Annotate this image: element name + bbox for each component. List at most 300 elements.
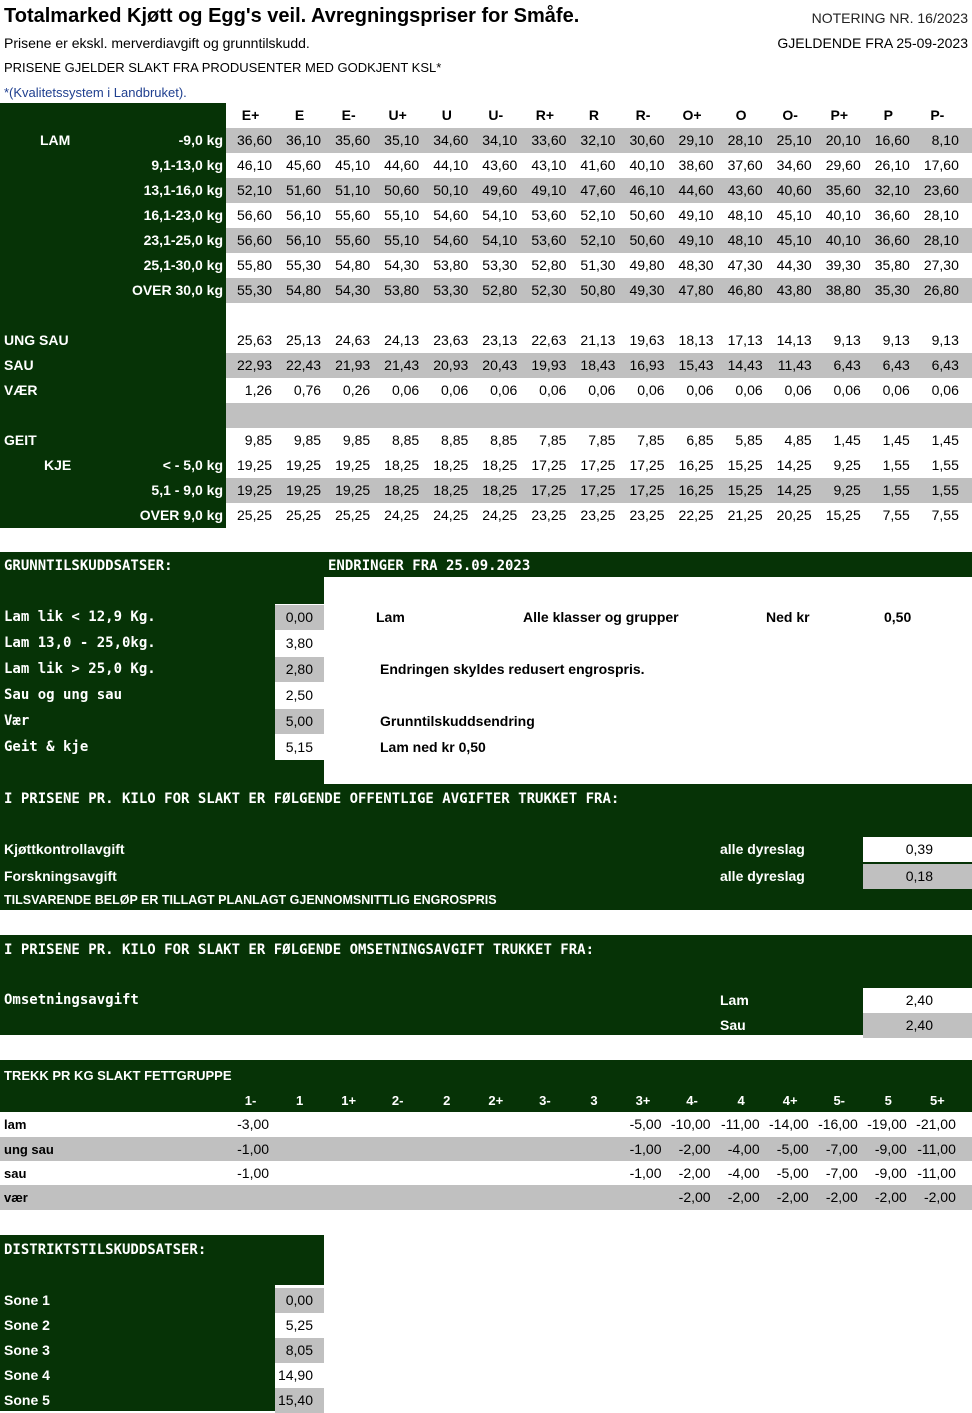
price-cell: 9,13 — [833, 332, 861, 348]
price-cell: 15,25 — [727, 457, 763, 473]
price-cell: 11,43 — [777, 357, 812, 373]
deduction-cell: -1,00 — [629, 1165, 662, 1181]
zone-label: Sone 2 — [4, 1317, 50, 1333]
price-cell: 36,60 — [237, 132, 273, 148]
price-cell: 7,55 — [882, 507, 910, 523]
class-header: P+ — [830, 107, 848, 123]
price-cell: 19,63 — [629, 332, 665, 348]
price-cell: 30,60 — [629, 132, 665, 148]
deduction-heading: TREKK PR KG SLAKT FETTGRUPPE — [4, 1068, 232, 1083]
price-cell: 0,76 — [293, 382, 322, 398]
price-cell: 40,60 — [776, 182, 812, 198]
class-header: P- — [930, 107, 945, 123]
subsidy-value: 3,80 — [285, 635, 313, 651]
deduction-cell: -9,00 — [874, 1141, 907, 1157]
price-cell: 46,80 — [727, 282, 763, 298]
subsidy-label: Vær — [4, 713, 30, 729]
price-cell: 52,10 — [580, 232, 616, 248]
class-header: E — [294, 107, 305, 123]
deduction-cell: -2,00 — [874, 1189, 907, 1205]
deduction-animal-label: vær — [4, 1190, 28, 1205]
price-cell: 19,25 — [286, 482, 322, 498]
fee-value: 0,18 — [905, 868, 933, 884]
fat-group-header: 4- — [686, 1093, 698, 1108]
price-cell: 28,10 — [727, 132, 763, 148]
deduction-cell: -4,00 — [727, 1165, 760, 1181]
levy-animal: Lam — [720, 992, 749, 1008]
price-cell: 54,80 — [335, 257, 371, 273]
price-cell: 52,10 — [237, 182, 273, 198]
price-cell: 49,10 — [678, 207, 714, 223]
price-cell: 0,06 — [391, 382, 420, 398]
price-cell: 56,60 — [237, 232, 273, 248]
change-note-text: Lam ned kr 0,50 — [380, 739, 486, 755]
price-cell: 45,60 — [286, 157, 322, 173]
deduction-cell: -14,00 — [769, 1116, 809, 1132]
price-cell: 44,60 — [678, 182, 714, 198]
price-cell: 5,85 — [735, 432, 763, 448]
price-cell: 17,13 — [727, 332, 763, 348]
price-cell: 18,25 — [433, 482, 469, 498]
class-header: U — [441, 107, 452, 123]
price-cell: 52,10 — [580, 207, 616, 223]
price-cell: 9,25 — [833, 482, 861, 498]
price-cell: 25,10 — [776, 132, 812, 148]
price-cell: 19,25 — [286, 457, 322, 473]
deduction-animal-label: sau — [4, 1166, 27, 1181]
price-cell: 54,60 — [433, 207, 469, 223]
price-cell: 37,60 — [727, 157, 763, 173]
price-cell: 0,06 — [539, 382, 567, 398]
price-cell: 1,45 — [882, 432, 910, 448]
zone-value: 8,05 — [285, 1342, 313, 1358]
deduction-cell: -2,00 — [825, 1189, 858, 1205]
price-cell: 18,25 — [384, 482, 420, 498]
fat-group-header: 5 — [884, 1093, 892, 1108]
zone-label: Sone 1 — [4, 1292, 50, 1308]
price-cell: 15,43 — [678, 357, 714, 373]
price-cell: 28,10 — [923, 207, 959, 223]
price-cell: 17,25 — [531, 482, 567, 498]
price-cell: 1,55 — [882, 457, 910, 473]
price-cell: 8,85 — [441, 432, 469, 448]
price-cell: 43,60 — [482, 157, 518, 173]
deduction-animal-label: ung sau — [4, 1142, 54, 1157]
price-cell: 0,06 — [882, 382, 910, 398]
weight-class-label: 5,1 - 9,0 kg — [151, 482, 223, 498]
price-cell: 51,10 — [335, 182, 371, 198]
price-cell: 41,60 — [580, 157, 616, 173]
fat-group-header: 2 — [443, 1093, 451, 1108]
fat-group-header: 3- — [539, 1093, 551, 1108]
price-cell: 55,10 — [384, 207, 420, 223]
price-cell: 35,10 — [384, 132, 420, 148]
subsidy-label: Lam lik > 25,0 Kg. — [4, 661, 156, 677]
change-scope: Alle klasser og grupper — [523, 609, 679, 625]
price-cell: 35,80 — [874, 257, 910, 273]
class-header: U+ — [388, 107, 407, 123]
class-header: R — [588, 107, 599, 123]
price-cell: 25,25 — [335, 507, 371, 523]
fat-group-header: 1+ — [341, 1093, 357, 1108]
price-cell: 18,25 — [482, 457, 518, 473]
price-cell: 53,80 — [384, 282, 420, 298]
public-fees-heading: I PRISENE PR. KILO FOR SLAKT ER FØLGENDE OFFENTLIGE AVGIFTER TRUKKET FRA: — [4, 791, 620, 807]
sales-levy-heading: I PRISENE PR. KILO FOR SLAKT ER FØLGENDE OMSETNINGSAVGIFT TRUKKET FRA: — [4, 942, 595, 958]
price-cell: 9,25 — [833, 457, 861, 473]
class-header: R- — [635, 107, 651, 123]
price-cell: 8,10 — [931, 132, 959, 148]
price-cell: 54,80 — [286, 282, 322, 298]
price-cell: 0,06 — [833, 382, 861, 398]
price-cell: 54,10 — [482, 207, 518, 223]
price-cell: 0,06 — [931, 382, 959, 398]
price-cell: 23,25 — [629, 507, 665, 523]
price-cell: 40,10 — [825, 207, 861, 223]
deduction-cell: -10,00 — [670, 1116, 711, 1132]
weight-class-label: 23,1-25,0 kg — [143, 232, 223, 248]
price-cell: 7,85 — [588, 432, 616, 448]
price-cell: 18,25 — [482, 482, 518, 498]
fee-scope: alle dyreslag — [720, 868, 805, 884]
price-cell: 45,10 — [335, 157, 371, 173]
price-cell: 9,85 — [342, 432, 371, 448]
price-cell: 24,63 — [335, 332, 371, 348]
subsidy-value: 5,15 — [285, 739, 313, 755]
price-cell: 49,60 — [482, 182, 518, 198]
price-cell: 46,10 — [629, 182, 665, 198]
change-animal: Lam — [376, 609, 405, 625]
price-cell: 19,25 — [335, 457, 371, 473]
animal-group-label: LAM — [40, 132, 71, 148]
zone-value: 0,00 — [285, 1292, 313, 1308]
price-cell: 18,25 — [384, 457, 420, 473]
fat-group-header: 3+ — [635, 1093, 651, 1108]
price-cell: 15,25 — [727, 482, 763, 498]
class-header: R+ — [535, 107, 555, 123]
subsidy-label: Geit & kje — [4, 739, 89, 755]
weight-class-label: 25,1-30,0 kg — [143, 257, 223, 273]
fee-label: Kjøttkontrollavgift — [4, 841, 125, 857]
price-cell: 6,85 — [686, 432, 714, 448]
price-cell: 14,25 — [776, 457, 812, 473]
fat-group-header: 2+ — [488, 1093, 504, 1108]
price-cell: 26,80 — [923, 282, 959, 298]
change-reason: Endringen skyldes redusert engrospris. — [380, 661, 645, 677]
grunntilskudd-value-bottom — [275, 760, 324, 784]
price-cell: 7,85 — [637, 432, 665, 448]
price-cell: 34,60 — [776, 157, 812, 173]
price-cell: 36,60 — [874, 232, 910, 248]
price-cell: 9,85 — [293, 432, 322, 448]
price-cell: 1,26 — [244, 382, 273, 398]
change-note-title: Grunntilskuddsendring — [380, 713, 535, 729]
price-cell: 25,25 — [237, 507, 273, 523]
price-cell: 45,10 — [776, 232, 812, 248]
price-cell: 21,13 — [580, 332, 616, 348]
price-cell: 23,63 — [433, 332, 469, 348]
price-cell: 0,06 — [784, 382, 812, 398]
price-cell: 54,10 — [482, 232, 518, 248]
price-cell: 9,85 — [244, 432, 273, 448]
price-cell: 47,60 — [580, 182, 616, 198]
subsidy-value: 5,00 — [285, 713, 313, 729]
price-cell: 52,30 — [531, 282, 567, 298]
deduction-cell: -19,00 — [867, 1116, 907, 1132]
price-cell: 25,13 — [286, 332, 322, 348]
price-cell: 49,30 — [629, 282, 665, 298]
page-title: Totalmarked Kjøtt og Egg's veil. Avregningspriser for Småfe. — [4, 5, 580, 27]
deduction-cell: -21,00 — [916, 1116, 956, 1132]
price-cell: 19,25 — [335, 482, 371, 498]
zone-value: 15,40 — [277, 1392, 313, 1408]
class-header: P — [883, 107, 893, 123]
deduction-cell: -4,00 — [727, 1141, 760, 1157]
price-cell: 54,30 — [335, 282, 371, 298]
price-cell: 22,43 — [286, 357, 322, 373]
deduction-cell: -2,00 — [923, 1189, 956, 1205]
price-cell: 14,43 — [727, 357, 763, 373]
class-header: O+ — [682, 107, 702, 123]
price-cell: 21,43 — [384, 357, 420, 373]
price-cell: 25,25 — [286, 507, 322, 523]
fat-group-header: 5+ — [929, 1093, 945, 1108]
price-cell: 6,43 — [833, 357, 861, 373]
levy-value: 2,40 — [905, 1017, 933, 1033]
price-cell: 21,25 — [727, 507, 763, 523]
price-cell: 18,43 — [580, 357, 616, 373]
fee-value: 0,39 — [905, 841, 933, 857]
animal-group-label: VÆR — [4, 382, 38, 398]
price-cell: 34,10 — [482, 132, 518, 148]
vat-note: Prisene er ekskl. merverdiavgift og grunntilskudd. — [4, 35, 310, 51]
weight-class-label: 16,1-23,0 kg — [143, 207, 223, 223]
price-cell: 52,80 — [482, 282, 518, 298]
subsidy-label: Lam lik < 12,9 Kg. — [4, 609, 156, 625]
price-cell: 19,25 — [237, 482, 273, 498]
price-cell: 23,60 — [923, 182, 959, 198]
notering-number: NOTERING NR. 16/2023 — [811, 10, 968, 26]
price-cell: 53,60 — [531, 232, 567, 248]
subsidy-label: Lam 13,0 - 25,0kg. — [4, 635, 156, 651]
price-cell: 23,25 — [580, 507, 616, 523]
price-cell: 56,10 — [286, 207, 322, 223]
price-cell: 16,60 — [874, 132, 910, 148]
price-cell: 22,93 — [237, 357, 273, 373]
price-cell: 50,60 — [629, 207, 665, 223]
price-cell: 35,60 — [825, 182, 861, 198]
price-cell: 51,30 — [580, 257, 616, 273]
price-cell: 14,13 — [776, 332, 812, 348]
price-cell: 1,55 — [931, 457, 959, 473]
class-header: O- — [782, 107, 798, 123]
deduction-cell: -1,00 — [237, 1165, 270, 1181]
price-cell: 1,45 — [931, 432, 959, 448]
price-cell: 17,25 — [629, 457, 665, 473]
zone-label: Sone 4 — [4, 1367, 50, 1383]
price-cell: 26,10 — [874, 157, 910, 173]
price-cell: 44,30 — [776, 257, 812, 273]
price-cell: 0,06 — [686, 382, 714, 398]
price-cell: 29,10 — [678, 132, 714, 148]
price-cell: 22,25 — [678, 507, 714, 523]
zone-value: 14,90 — [277, 1367, 313, 1383]
subsidy-value: 2,80 — [285, 661, 313, 677]
ksl-explanation: *(Kvalitetssystem i Landbruket). — [4, 85, 187, 100]
price-cell: 48,10 — [727, 207, 763, 223]
price-cell: 7,55 — [931, 507, 959, 523]
price-cell: 32,10 — [874, 182, 910, 198]
valid-from: GJELDENDE FRA 25-09-2023 — [777, 35, 968, 51]
fat-group-header: 4 — [737, 1093, 745, 1108]
price-cell: 54,60 — [433, 232, 469, 248]
price-cell: 34,60 — [433, 132, 469, 148]
deduction-cell: -2,00 — [678, 1189, 711, 1205]
price-cell: 39,30 — [825, 257, 861, 273]
animal-group-label: GEIT — [4, 432, 37, 448]
price-cell: 50,60 — [384, 182, 420, 198]
deduction-cell: -5,00 — [776, 1141, 809, 1157]
fat-group-header: 3 — [590, 1093, 598, 1108]
price-cell: 14,25 — [776, 482, 812, 498]
subsidy-value: 2,50 — [285, 687, 313, 703]
fat-group-header: 1- — [244, 1093, 257, 1108]
price-cell: 55,80 — [237, 257, 273, 273]
fat-group-header: 5- — [833, 1093, 846, 1108]
price-cell: 35,60 — [335, 132, 371, 148]
price-cell: 17,25 — [531, 457, 567, 473]
price-cell: 53,80 — [433, 257, 469, 273]
deduction-cell: -11,00 — [720, 1116, 760, 1132]
price-cell: 0,06 — [588, 382, 616, 398]
changes-heading: ENDRINGER FRA 25.09.2023 — [328, 558, 531, 574]
price-cell: 55,60 — [335, 207, 371, 223]
fat-group-header: 4+ — [782, 1093, 798, 1108]
class-header: E- — [341, 107, 356, 123]
price-cell: 51,60 — [286, 182, 322, 198]
deduction-cell: -16,00 — [818, 1116, 858, 1132]
price-cell: 54,30 — [384, 257, 420, 273]
price-cell: 55,30 — [286, 257, 322, 273]
deduction-cell: -7,00 — [825, 1141, 858, 1157]
price-cell: 53,60 — [531, 207, 567, 223]
price-cell: 6,43 — [882, 357, 910, 373]
price-cell: 17,60 — [923, 157, 959, 173]
animal-group-label: SAU — [4, 357, 34, 373]
fee-label: Forskningsavgift — [4, 868, 117, 884]
grunntilskudd-value-top — [275, 577, 324, 604]
sales-levy-label: Omsetningsavgift — [4, 992, 139, 1008]
price-cell: 46,10 — [237, 157, 273, 173]
price-cell: 20,25 — [776, 507, 812, 523]
price-cell: 25,63 — [237, 332, 273, 348]
deduction-cell: -2,00 — [776, 1189, 809, 1205]
price-cell: 23,25 — [531, 507, 567, 523]
price-cell: 56,10 — [286, 232, 322, 248]
price-cell: 53,30 — [482, 257, 518, 273]
weight-class-label: 9,1-13,0 kg — [151, 157, 223, 173]
price-cell: 24,25 — [384, 507, 420, 523]
weight-class-label: < - 5,0 kg — [162, 457, 223, 473]
grunntilskudd-heading: GRUNNTILSKUDDSATSER: — [4, 558, 173, 574]
price-cell: 32,10 — [580, 132, 616, 148]
weight-class-label: -9,0 kg — [178, 132, 223, 148]
district-heading: DISTRIKTSTILSKUDDSATSER: — [4, 1242, 207, 1258]
price-cell: 18,13 — [678, 332, 714, 348]
price-cell: 50,60 — [629, 232, 665, 248]
fat-group-header: 1 — [295, 1093, 304, 1108]
price-cell: 48,10 — [727, 232, 763, 248]
weight-class-label: OVER 30,0 kg — [131, 282, 223, 298]
price-cell: 44,60 — [384, 157, 420, 173]
price-cell: 36,60 — [874, 207, 910, 223]
price-cell: 0,06 — [490, 382, 518, 398]
price-cell: 0,06 — [441, 382, 469, 398]
price-cell: 16,93 — [629, 357, 665, 373]
price-cell: 20,43 — [482, 357, 518, 373]
price-cell: 0,06 — [735, 382, 763, 398]
deduction-cell: -2,00 — [678, 1165, 711, 1181]
price-cell: 28,10 — [923, 232, 959, 248]
price-cell: 22,63 — [531, 332, 567, 348]
weight-class-label: 13,1-16,0 kg — [143, 182, 223, 198]
price-cell: 9,13 — [931, 332, 959, 348]
price-cell: 19,93 — [531, 357, 567, 373]
deduction-cell: -1,00 — [629, 1141, 662, 1157]
fee-footer: TILSVARENDE BELØP ER TILLAGT PLANLAGT GJENNOMSNITTLIG ENGROSPRIS — [4, 893, 497, 907]
price-cell: 40,10 — [629, 157, 665, 173]
price-cell: 40,10 — [825, 232, 861, 248]
price-cell: 55,30 — [237, 282, 273, 298]
change-direction: Ned kr — [766, 609, 810, 625]
price-cell: 17,25 — [580, 457, 616, 473]
deduction-cell: -11,00 — [917, 1141, 956, 1157]
zone-label: Sone 3 — [4, 1342, 50, 1358]
deduction-cell: -2,00 — [727, 1189, 760, 1205]
price-cell: 16,25 — [678, 482, 714, 498]
animal-group-label: KJE — [44, 457, 72, 473]
price-cell: 47,30 — [727, 257, 763, 273]
fee-scope: alle dyreslag — [720, 841, 805, 857]
ksl-note: PRISENE GJELDER SLAKT FRA PRODUSENTER MED GODKJENT KSL* — [4, 60, 442, 75]
deduction-cell: -1,00 — [237, 1141, 270, 1157]
price-cell: 18,25 — [433, 457, 469, 473]
deduction-cell: -11,00 — [917, 1165, 956, 1181]
price-cell: 49,10 — [678, 232, 714, 248]
price-cell: 7,85 — [539, 432, 567, 448]
price-cell: 8,85 — [490, 432, 518, 448]
class-header: E+ — [241, 107, 260, 123]
price-cell: 4,85 — [784, 432, 812, 448]
subsidy-value: 0,00 — [285, 609, 313, 625]
price-cell: 43,10 — [531, 157, 567, 173]
price-cell: 55,10 — [384, 232, 420, 248]
price-cell: 43,80 — [776, 282, 812, 298]
price-cell: 20,93 — [433, 357, 469, 373]
price-cell: 29,60 — [825, 157, 861, 173]
price-cell: 38,60 — [678, 157, 714, 173]
price-cell: 50,10 — [433, 182, 469, 198]
price-cell: 27,30 — [923, 257, 959, 273]
subsidy-label: Sau og ung sau — [4, 687, 123, 703]
deduction-cell: -5,00 — [629, 1116, 662, 1132]
deduction-cell: -7,00 — [825, 1165, 858, 1181]
price-cell: 16,25 — [678, 457, 714, 473]
price-cell: 24,25 — [433, 507, 469, 523]
price-cell: 56,60 — [237, 207, 273, 223]
price-cell: 1,55 — [931, 482, 959, 498]
change-amount: 0,50 — [884, 609, 912, 625]
